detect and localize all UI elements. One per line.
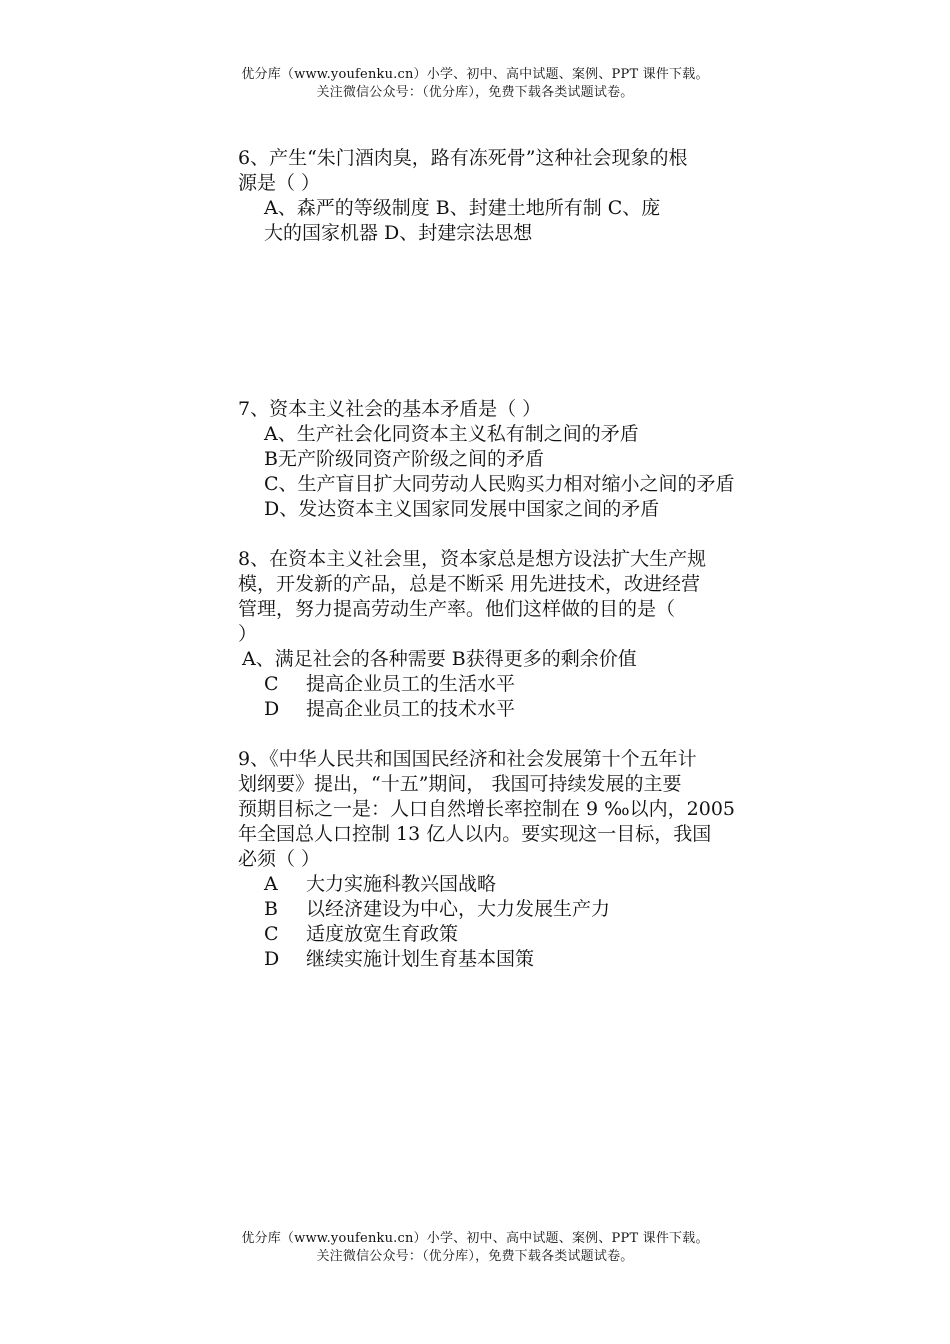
question-8-stem-line-3: 管理，努力提高劳动生产率。他们这样做的目的是（ [238, 598, 676, 620]
question-9-option-d [238, 947, 804, 972]
question-9-option-b [238, 897, 804, 922]
exam-content [238, 146, 804, 972]
question-8-stem-line-1: 8、在资本主义社会里，资本家总是想方设法扩大生产规 [238, 548, 707, 570]
question-8 [238, 547, 804, 722]
question-8-option-ab: A、满足社会的各种需要 B获得更多的剩余价值 [242, 648, 637, 670]
question-6 [238, 146, 804, 397]
question-8-option-c [238, 672, 804, 697]
question-8-stem-line-4: ） [238, 623, 258, 645]
option-text: 继续实施计划生育基本国策 [306, 948, 535, 970]
footer-line-1: 优分库（www.youfenku.cn）小学、初中、高中试题、案例、PPT 课件下载。 [241, 1231, 709, 1246]
header-line-1: 优分库（www.youfenku.cn）小学、初中、高中试题、案例、PPT 课件下载。 [241, 67, 709, 82]
spacer [238, 722, 804, 747]
option-label: C [264, 923, 279, 945]
question-7-option-c: C、生产盲目扩大同劳动人民购买力相对缩小之间的矛盾 [264, 473, 735, 495]
question-6-stem-line-1: 6、产生“朱门酒肉臭，路有冻死骨”这种社会现象的根 [238, 147, 688, 169]
question-8-option-d [238, 697, 804, 722]
question-7-option-d: D、发达资本主义国家同发展中国家之间的矛盾 [264, 498, 660, 520]
spacer [238, 522, 804, 547]
question-8-stem-line-2: 模，开发新的产品，总是不断采 用先进技术，改进经营 [238, 573, 701, 595]
question-7-option-a: A、生产社会化同资本主义私有制之间的矛盾 [264, 423, 639, 445]
question-9-stem-line-2: 划纲要》提出，“十五”期间， 我国可持续发展的主要 [238, 773, 682, 795]
question-6-options-line-2: 大的国家机器 D、封建宗法思想 [264, 222, 533, 244]
page-footer [0, 1230, 950, 1266]
question-9-stem-line-4: 年全国总人口控制 13 亿人以内。要实现这一目标，我国 [238, 823, 712, 845]
header-line-2: 关注微信公众号：（优分库），免费下载各类试题试卷。 [316, 85, 634, 100]
question-9-stem-line-3: 预期目标之一是：人口自然增长率控制在 9 ‰以内，2005 [238, 798, 736, 820]
option-text: 提高企业员工的技术水平 [306, 698, 516, 720]
option-label: A [264, 873, 278, 895]
question-9-stem-line-1: 9、《中华人民共和国国民经济和社会发展第十个五年计 [238, 748, 697, 770]
question-9-option-a [238, 872, 804, 897]
option-text: 适度放宽生育政策 [306, 923, 459, 945]
footer-line-2: 关注微信公众号：（优分库），免费下载各类试题试卷。 [316, 1249, 634, 1264]
option-label: C [264, 673, 279, 695]
question-6-options-line-1: A、森严的等级制度 B、封建土地所有制 C、庞 [264, 197, 661, 219]
option-text: 以经济建设为中心，大力发展生产力 [306, 898, 611, 920]
option-label: B [264, 898, 278, 920]
question-7 [238, 397, 804, 522]
question-9 [238, 747, 804, 972]
question-9-option-c [238, 922, 804, 947]
option-text: 大力实施科教兴国战略 [306, 873, 497, 895]
option-text: 提高企业员工的生活水平 [306, 673, 516, 695]
option-label: D [264, 948, 280, 970]
option-label: D [264, 698, 280, 720]
question-7-option-b: B无产阶级同资产阶级之间的矛盾 [264, 448, 544, 470]
page-header [0, 66, 950, 102]
question-7-stem: 7、资本主义社会的基本矛盾是（ ） [238, 398, 542, 420]
question-6-stem-line-2: 源是（ ） [238, 172, 321, 194]
question-9-stem-line-5: 必须（ ） [238, 848, 321, 870]
